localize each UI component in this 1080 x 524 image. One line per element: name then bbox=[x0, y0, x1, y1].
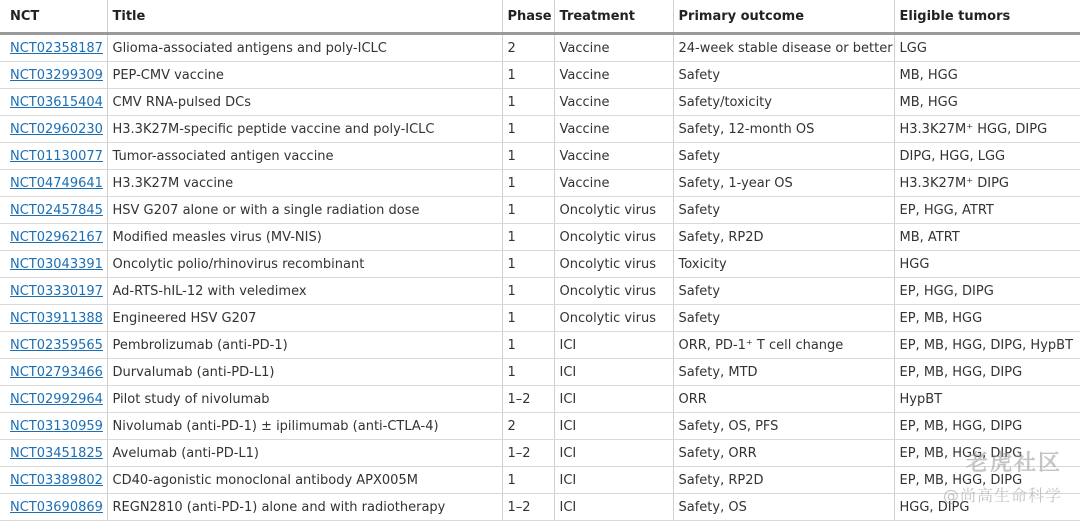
cell-eligible-tumors: DIPG, HGG, LGG bbox=[894, 143, 1080, 170]
cell-treatment: Vaccine bbox=[554, 34, 673, 62]
header-phase: Phase bbox=[502, 0, 554, 34]
table-row bbox=[0, 143, 1080, 170]
cell-nct bbox=[0, 116, 107, 143]
cell-primary-outcome: Safety, 12-month OS bbox=[673, 116, 894, 143]
cell-primary-outcome: Safety, 1-year OS bbox=[673, 170, 894, 197]
header-eligible-tumors: Eligible tumors bbox=[894, 0, 1080, 34]
cell-eligible-tumors: HypBT bbox=[894, 386, 1080, 413]
cell-nct bbox=[0, 143, 107, 170]
cell-nct bbox=[0, 332, 107, 359]
cell-phase: 2 bbox=[502, 413, 554, 440]
cell-treatment: ICI bbox=[554, 359, 673, 386]
cell-title: Durvalumab (anti-PD-L1) bbox=[107, 359, 502, 386]
table-row bbox=[0, 251, 1080, 278]
cell-phase: 1 bbox=[502, 89, 554, 116]
cell-primary-outcome: 24-week stable disease or better bbox=[673, 34, 894, 62]
cell-nct bbox=[0, 197, 107, 224]
cell-primary-outcome: Safety, OS bbox=[673, 494, 894, 521]
cell-title: Oncolytic polio/rhinovirus recombinant bbox=[107, 251, 502, 278]
cell-title: Ad-RTS-hIL-12 with veledimex bbox=[107, 278, 502, 305]
cell-eligible-tumors: EP, MB, HGG bbox=[894, 305, 1080, 332]
cell-phase: 1–2 bbox=[502, 386, 554, 413]
cell-title: REGN2810 (anti-PD-1) alone and with radiotherapy bbox=[107, 494, 502, 521]
cell-primary-outcome: Safety bbox=[673, 62, 894, 89]
cell-eligible-tumors: EP, MB, HGG, DIPG bbox=[894, 359, 1080, 386]
table-row bbox=[0, 34, 1080, 62]
cell-phase: 1 bbox=[502, 278, 554, 305]
cell-nct bbox=[0, 386, 107, 413]
nct-link[interactable]: NCT03299309 bbox=[10, 67, 103, 83]
table-row bbox=[0, 359, 1080, 386]
cell-phase: 1 bbox=[502, 251, 554, 278]
cell-treatment: ICI bbox=[554, 386, 673, 413]
cell-phase: 1 bbox=[502, 467, 554, 494]
cell-phase: 2 bbox=[502, 34, 554, 62]
cell-title: PEP-CMV vaccine bbox=[107, 62, 502, 89]
table-row bbox=[0, 62, 1080, 89]
cell-treatment: ICI bbox=[554, 440, 673, 467]
cell-nct bbox=[0, 224, 107, 251]
table-row bbox=[0, 386, 1080, 413]
cell-eligible-tumors: HGG bbox=[894, 251, 1080, 278]
nct-link[interactable]: NCT03690869 bbox=[10, 499, 103, 515]
cell-title: CD40-agonistic monoclonal antibody APX005M bbox=[107, 467, 502, 494]
cell-treatment: ICI bbox=[554, 332, 673, 359]
cell-phase: 1 bbox=[502, 116, 554, 143]
cell-title: Avelumab (anti-PD-L1) bbox=[107, 440, 502, 467]
nct-link[interactable]: NCT02962167 bbox=[10, 229, 103, 245]
nct-link[interactable]: NCT03043391 bbox=[10, 256, 103, 272]
table-row bbox=[0, 332, 1080, 359]
cell-primary-outcome: Safety, ORR bbox=[673, 440, 894, 467]
cell-phase: 1–2 bbox=[502, 494, 554, 521]
cell-treatment: Vaccine bbox=[554, 62, 673, 89]
cell-nct bbox=[0, 170, 107, 197]
table-row bbox=[0, 305, 1080, 332]
nct-link[interactable]: NCT03130959 bbox=[10, 418, 103, 434]
cell-nct bbox=[0, 494, 107, 521]
table-row bbox=[0, 494, 1080, 521]
cell-nct bbox=[0, 251, 107, 278]
nct-link[interactable]: NCT03615404 bbox=[10, 94, 103, 110]
cell-treatment: Vaccine bbox=[554, 170, 673, 197]
header-row bbox=[0, 0, 1080, 34]
cell-treatment: Vaccine bbox=[554, 116, 673, 143]
cell-title: Modified measles virus (MV-NIS) bbox=[107, 224, 502, 251]
header-primary-outcome: Primary outcome bbox=[673, 0, 894, 34]
nct-link[interactable]: NCT02457845 bbox=[10, 202, 103, 218]
cell-nct bbox=[0, 278, 107, 305]
cell-phase: 1 bbox=[502, 305, 554, 332]
cell-title: Engineered HSV G207 bbox=[107, 305, 502, 332]
cell-treatment: ICI bbox=[554, 494, 673, 521]
nct-link[interactable]: NCT02358187 bbox=[10, 40, 103, 56]
cell-primary-outcome: Safety, MTD bbox=[673, 359, 894, 386]
watermark-handle: @尚高生命科学 bbox=[942, 486, 1062, 505]
cell-title: Tumor-associated antigen vaccine bbox=[107, 143, 502, 170]
cell-phase: 1 bbox=[502, 359, 554, 386]
cell-phase: 1 bbox=[502, 143, 554, 170]
cell-phase: 1 bbox=[502, 224, 554, 251]
nct-link[interactable]: NCT03330197 bbox=[10, 283, 103, 299]
cell-eligible-tumors: MB, HGG bbox=[894, 89, 1080, 116]
cell-phase: 1 bbox=[502, 170, 554, 197]
cell-nct bbox=[0, 413, 107, 440]
cell-primary-outcome: ORR bbox=[673, 386, 894, 413]
cell-phase: 1 bbox=[502, 332, 554, 359]
cell-eligible-tumors: MB, HGG bbox=[894, 62, 1080, 89]
cell-eligible-tumors: EP, MB, HGG, DIPG, HypBT bbox=[894, 332, 1080, 359]
cell-eligible-tumors: EP, MB, HGG, DIPG bbox=[894, 413, 1080, 440]
cell-title: Pembrolizumab (anti-PD-1) bbox=[107, 332, 502, 359]
nct-link[interactable]: NCT02793466 bbox=[10, 364, 103, 380]
cell-treatment: Vaccine bbox=[554, 89, 673, 116]
header-title: Title bbox=[107, 0, 502, 34]
table-row bbox=[0, 440, 1080, 467]
cell-title: Pilot study of nivolumab bbox=[107, 386, 502, 413]
cell-primary-outcome: Safety, RP2D bbox=[673, 467, 894, 494]
cell-phase: 1–2 bbox=[502, 440, 554, 467]
cell-title: Glioma-associated antigens and poly-ICLC bbox=[107, 34, 502, 62]
cell-nct bbox=[0, 467, 107, 494]
nct-link[interactable]: NCT03389802 bbox=[10, 472, 103, 488]
cell-nct bbox=[0, 440, 107, 467]
cell-title: Nivolumab (anti-PD-1) ± ipilimumab (anti-CTLA-4) bbox=[107, 413, 502, 440]
cell-treatment: Vaccine bbox=[554, 143, 673, 170]
cell-nct bbox=[0, 359, 107, 386]
cell-treatment: ICI bbox=[554, 413, 673, 440]
cell-treatment: Oncolytic virus bbox=[554, 251, 673, 278]
cell-primary-outcome: Safety bbox=[673, 143, 894, 170]
cell-primary-outcome: Safety bbox=[673, 197, 894, 224]
table-row bbox=[0, 467, 1080, 494]
cell-primary-outcome: Safety bbox=[673, 305, 894, 332]
cell-treatment: Oncolytic virus bbox=[554, 305, 673, 332]
cell-eligible-tumors: EP, HGG, ATRT bbox=[894, 197, 1080, 224]
cell-primary-outcome: Safety, OS, PFS bbox=[673, 413, 894, 440]
cell-primary-outcome: Toxicity bbox=[673, 251, 894, 278]
cell-eligible-tumors: EP, MB, HGG, DIPG bbox=[894, 467, 1080, 494]
header-nct: NCT bbox=[0, 0, 107, 34]
table-row bbox=[0, 413, 1080, 440]
cell-nct bbox=[0, 89, 107, 116]
cell-eligible-tumors: LGG bbox=[894, 34, 1080, 62]
cell-phase: 1 bbox=[502, 197, 554, 224]
cell-treatment: Oncolytic virus bbox=[554, 224, 673, 251]
cell-eligible-tumors: EP, HGG, DIPG bbox=[894, 278, 1080, 305]
cell-title: H3.3K27M-specific peptide vaccine and poly-ICLC bbox=[107, 116, 502, 143]
table-row bbox=[0, 197, 1080, 224]
cell-primary-outcome: ORR, PD-1⁺ T cell change bbox=[673, 332, 894, 359]
cell-title: HSV G207 alone or with a single radiation dose bbox=[107, 197, 502, 224]
nct-link[interactable]: NCT02992964 bbox=[10, 391, 103, 407]
nct-link[interactable]: NCT03451825 bbox=[10, 445, 103, 461]
header-treatment: Treatment bbox=[554, 0, 673, 34]
nct-link[interactable]: NCT01130077 bbox=[10, 148, 103, 164]
cell-eligible-tumors: H3.3K27M⁺ DIPG bbox=[894, 170, 1080, 197]
nct-link[interactable]: NCT02359565 bbox=[10, 337, 103, 353]
cell-nct bbox=[0, 62, 107, 89]
cell-treatment: Oncolytic virus bbox=[554, 197, 673, 224]
cell-eligible-tumors: HGG, DIPG bbox=[894, 494, 1080, 521]
cell-title: CMV RNA-pulsed DCs bbox=[107, 89, 502, 116]
table-row bbox=[0, 170, 1080, 197]
cell-eligible-tumors: H3.3K27M⁺ HGG, DIPG bbox=[894, 116, 1080, 143]
cell-nct bbox=[0, 305, 107, 332]
cell-treatment: Oncolytic virus bbox=[554, 278, 673, 305]
cell-nct bbox=[0, 34, 107, 62]
table-header bbox=[0, 0, 1080, 34]
cell-primary-outcome: Safety/toxicity bbox=[673, 89, 894, 116]
cell-primary-outcome: Safety, RP2D bbox=[673, 224, 894, 251]
table-row bbox=[0, 224, 1080, 251]
cell-eligible-tumors: EP, MB, HGG, DIPG bbox=[894, 440, 1080, 467]
table-row bbox=[0, 89, 1080, 116]
nct-link[interactable]: NCT03911388 bbox=[10, 310, 103, 326]
nct-link[interactable]: NCT04749641 bbox=[10, 175, 103, 191]
watermark-logo-text: 老虎社区 bbox=[965, 451, 1062, 476]
cell-primary-outcome: Safety bbox=[673, 278, 894, 305]
cell-phase: 1 bbox=[502, 62, 554, 89]
table-row bbox=[0, 116, 1080, 143]
cell-treatment: ICI bbox=[554, 467, 673, 494]
table-row bbox=[0, 278, 1080, 305]
cell-eligible-tumors: MB, ATRT bbox=[894, 224, 1080, 251]
cell-title: H3.3K27M vaccine bbox=[107, 170, 502, 197]
nct-link[interactable]: NCT02960230 bbox=[10, 121, 103, 137]
table-body bbox=[0, 34, 1080, 521]
